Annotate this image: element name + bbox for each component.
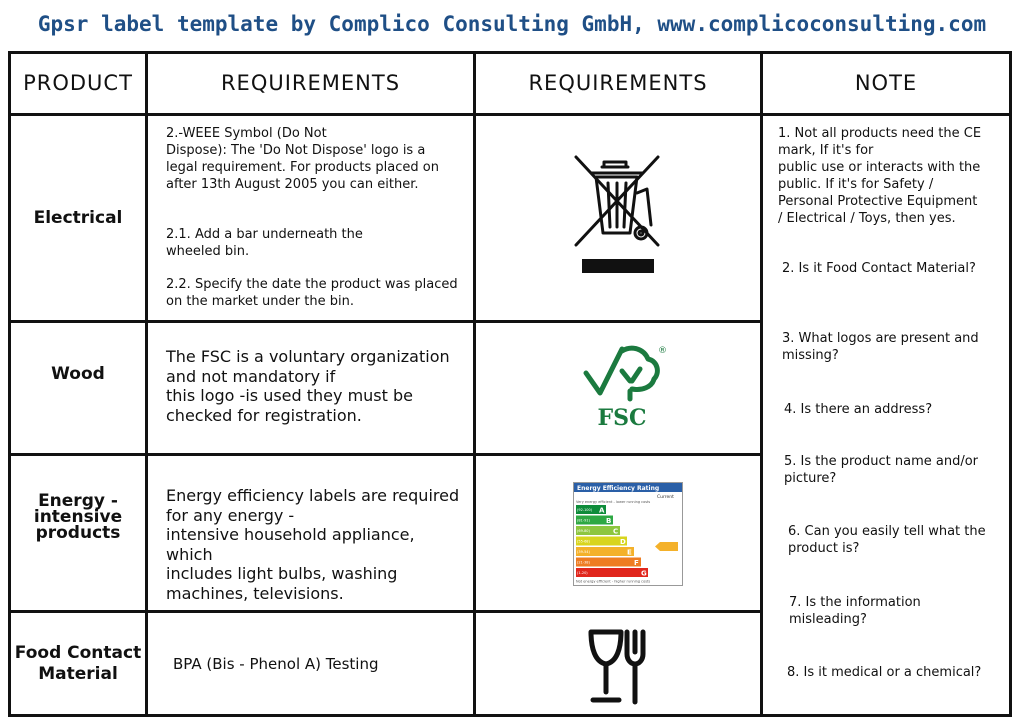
glass-fork-icon <box>578 621 668 711</box>
energy-band-letter: C <box>613 527 619 536</box>
energy-label-current-header: Current <box>657 495 674 500</box>
fsc-logo-text: FSC <box>597 405 647 431</box>
fsc-registered-mark: ® <box>658 346 667 356</box>
energy-efficiency-label <box>563 481 693 587</box>
weee-option-bar-text: 2.1. Add a bar underneath the wheeled bin. <box>166 227 363 259</box>
energy-label-bottom-note: Not energy efficient - higher running costs <box>576 579 651 584</box>
requirement-wood: The FSC is a voluntary organization and not mandatory if this logo -is used they must be checked for registration. <box>166 347 450 425</box>
energy-band-range: (81-91) <box>577 518 590 523</box>
note-4: 4. Is there an address? <box>784 402 933 417</box>
energy-band-letter: E <box>627 548 632 557</box>
energy-band-range: (55-68) <box>577 539 590 544</box>
fsc-logo <box>578 341 668 431</box>
energy-band-letter: F <box>634 559 639 567</box>
energy-band-range: (21-38) <box>577 560 590 565</box>
note-6: 6. Can you easily tell what the product is? <box>788 524 986 556</box>
table-border-bottom <box>8 714 1012 717</box>
column-divider-2 <box>473 51 476 717</box>
energy-band-range: (39-54) <box>577 550 590 554</box>
requirement-electrical <box>166 125 466 310</box>
column-divider-1 <box>145 51 148 717</box>
header-note: NOTE <box>854 71 918 95</box>
energy-band-range: (92-100) <box>577 508 593 512</box>
requirement-food-contact: BPA (Bis - Phenol A) Testing <box>173 655 379 673</box>
energy-label-title: Energy Efficiency Rating <box>577 485 660 492</box>
energy-band-letter: D <box>620 538 626 546</box>
weee-crossed-bin-icon <box>568 151 668 276</box>
note-5: 5. Is the product name and/or picture? <box>784 454 979 486</box>
note-1: 1. Not all products need the CE mark, If it's for public use or interacts with the public. If it's for Safety / Personal Protective Equipment / Electrical / Toys, then yes. <box>778 126 982 226</box>
product-wood: Wood <box>51 363 105 384</box>
note-2: 2. Is it Food Contact Material? <box>782 261 976 276</box>
table-border-right <box>1009 51 1012 717</box>
weee-requirement-text: 2.-WEEE Symbol (Do Not Dispose): The 'Do Not Dispose' logo is a legal requirement. For products placed on after 13th August 2005 you can either. <box>166 126 439 192</box>
energy-band-range: (1-20) <box>577 571 588 575</box>
energy-band-letter: A <box>599 506 605 515</box>
page-title: Gpsr label template by Complico Consulting GmbH, www.complicoconsulting.com <box>37 12 987 36</box>
note-3: 3. What logos are present and missing? <box>782 331 979 363</box>
gpsr-table <box>8 51 1012 717</box>
product-energy: Energy - intensive products <box>33 491 123 543</box>
energy-band-letter: B <box>606 517 612 525</box>
energy-label-top-note: Very energy efficient - lower running costs <box>576 500 651 504</box>
requirement-energy: Energy efficiency labels are required for any energy - intensive household appliance, which includes light bulbs, washing machines, televisions. <box>166 486 460 603</box>
weee-option-date-text: 2.2. Specify the date the product was placed on the market under the bin. <box>166 277 458 309</box>
note-7: 7. Is the information misleading? <box>789 595 921 627</box>
header-requirements-logo: REQUIREMENTS <box>528 71 708 95</box>
product-food-contact: Food Contact Material <box>14 642 142 684</box>
energy-band-letter: G <box>641 569 647 578</box>
energy-band-range: (69-80) <box>577 529 590 533</box>
header-requirements-text: REQUIREMENTS <box>220 71 401 95</box>
product-electrical: Electrical <box>33 207 123 228</box>
column-divider-3 <box>760 51 763 717</box>
note-8: 8. Is it medical or a chemical? <box>787 665 982 680</box>
header-product: PRODUCT <box>23 71 133 95</box>
